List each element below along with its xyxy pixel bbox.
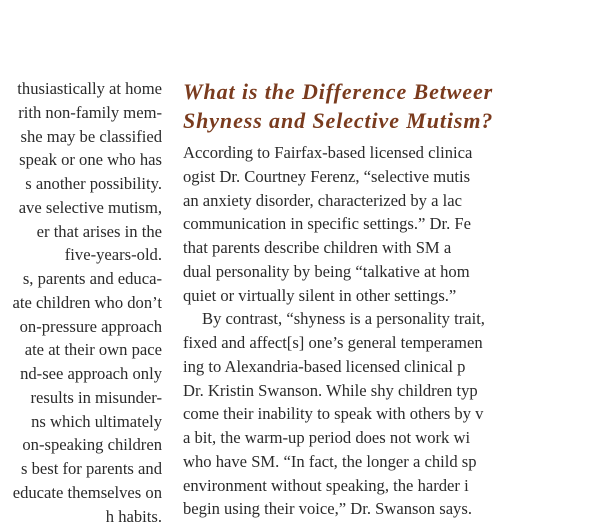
left-line: ns which ultimately <box>0 410 162 434</box>
left-line: ate at their own pace <box>0 338 162 362</box>
paragraph-line: communication in specific settings.” Dr. Fe <box>183 212 603 236</box>
paragraph-line: a bit, the warm-up period does not work wi <box>183 426 603 450</box>
paragraph-line: ogist Dr. Courtney Ferenz, “selective mutis <box>183 165 603 189</box>
left-line: s, parents and educa- <box>0 267 162 291</box>
left-line: s best for parents and <box>0 457 162 481</box>
paragraph-line: come their inability to speak with others by v <box>183 402 603 426</box>
paragraph-line: dual personality by being “talkative at hom <box>183 260 603 284</box>
heading-line: Shyness and Selective Mutism? <box>183 106 603 135</box>
left-line: nd-see approach only <box>0 362 162 386</box>
paragraph-line: quiet or virtually silent in other settings.” <box>183 284 603 308</box>
paragraph-2 <box>183 307 603 521</box>
left-line: on-pressure approach <box>0 315 162 339</box>
right-column <box>183 77 603 521</box>
paragraph-line: fixed and affect[s] one’s general temperamen <box>183 331 603 355</box>
left-line: er that arises in the <box>0 220 162 244</box>
paragraph-line: According to Fairfax-based licensed clinica <box>183 141 603 165</box>
left-line: ate children who don’t <box>0 291 162 315</box>
left-line: on-speaking children <box>0 433 162 457</box>
left-line: s another possibility. <box>0 172 162 196</box>
left-line: rith non-family mem- <box>0 101 162 125</box>
left-line: ave selective mutism, <box>0 196 162 220</box>
paragraph-line: that parents describe children with SM a <box>183 236 603 260</box>
paragraph-line: who have SM. “In fact, the longer a child sp <box>183 450 603 474</box>
section-heading <box>183 77 603 135</box>
paragraph-line: environment without speaking, the harder i <box>183 474 603 498</box>
left-column <box>0 77 162 528</box>
paragraph-line: Dr. Kristin Swanson. While shy children typ <box>183 379 603 403</box>
paragraph-line: By contrast, “shyness is a personality trait, <box>183 307 603 331</box>
paragraph-line: begin using their voice,” Dr. Swanson says. <box>183 497 603 521</box>
paragraph-1 <box>183 141 603 307</box>
paragraph-line: ing to Alexandria-based licensed clinical p <box>183 355 603 379</box>
left-line: speak or one who has <box>0 148 162 172</box>
left-line: she may be classified <box>0 125 162 149</box>
heading-line: What is the Difference Betweer <box>183 77 603 106</box>
left-line: results in misunder- <box>0 386 162 410</box>
left-line: five-years-old. <box>0 243 162 267</box>
left-line: thusiastically at home <box>0 77 162 101</box>
left-line: educate themselves on <box>0 481 162 505</box>
left-line: h habits. <box>0 505 162 528</box>
paragraph-line: an anxiety disorder, characterized by a lac <box>183 189 603 213</box>
